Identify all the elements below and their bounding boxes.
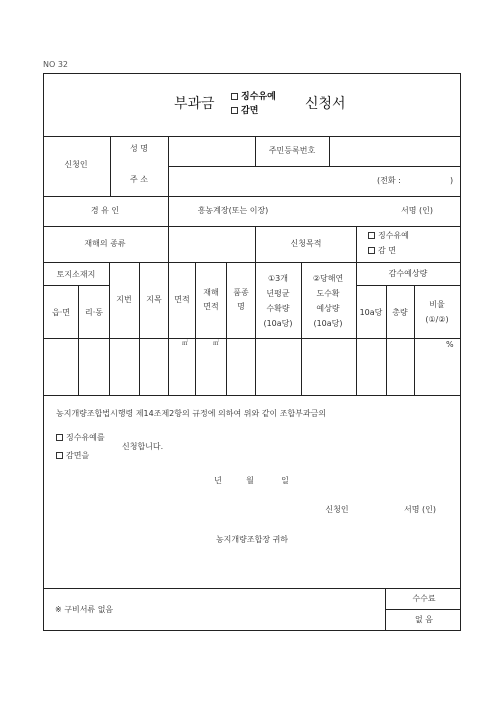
rule	[43, 136, 461, 137]
variety-header-2: 명	[237, 302, 245, 311]
checkbox-icon	[231, 107, 238, 114]
checkbox-icon	[56, 434, 63, 441]
purpose-label: 신청목적	[290, 239, 322, 248]
rule	[386, 285, 387, 395]
rule	[43, 338, 461, 339]
avg-yield-header-1: ①3개	[268, 274, 288, 283]
statement-text: 농지개량조합법시행령 제14조제2항의 규정에 의하여 위와 같이 조합부과금의	[56, 409, 327, 418]
title-option-reduction	[231, 107, 258, 116]
rule	[356, 262, 357, 395]
checkbox-icon	[56, 452, 63, 459]
avg-yield-header-3: 수확량	[266, 304, 290, 313]
rule	[139, 262, 140, 395]
expected-yield-header-2: 도수확	[316, 289, 340, 298]
eup-header: 읍·면	[52, 308, 70, 317]
purpose-option-deferral	[368, 232, 409, 240]
rule	[43, 226, 461, 227]
reduction-header: 감수예상량	[388, 269, 428, 278]
checkbox-icon	[231, 93, 238, 100]
checkbox-icon	[368, 232, 375, 239]
address-label: 주 소	[130, 175, 148, 184]
rule	[255, 262, 256, 395]
expected-yield-header-4: (10a당)	[313, 319, 343, 328]
form-number: NO 32	[43, 60, 69, 69]
rule	[43, 588, 461, 589]
request-text: 신청합니다.	[122, 442, 164, 451]
expected-yield-header-3: 예상량	[316, 304, 340, 313]
name-label: 성 명	[130, 144, 148, 153]
phone-label: (전화 :	[377, 176, 401, 185]
date-month: 월	[246, 476, 254, 485]
rule	[43, 285, 109, 286]
rule	[414, 285, 415, 395]
owner-value: 흥농계장(또는 이장)	[197, 206, 269, 215]
statement-option-reduction	[56, 452, 89, 460]
expected-yield-header-1: ②당해연	[312, 274, 344, 283]
per-10a-header: 10a당	[359, 308, 383, 317]
addressee: 농지개량조합장 귀하	[215, 535, 289, 544]
jibun-header: 지번	[116, 295, 132, 304]
rule	[43, 196, 461, 197]
rule	[255, 136, 256, 166]
date-day: 일	[281, 476, 289, 485]
ri-header: 리·동	[85, 308, 103, 317]
rule	[329, 136, 330, 166]
avg-yield-header-4: (10a당)	[263, 319, 293, 328]
rule	[168, 196, 169, 226]
ratio-unit: %	[446, 340, 454, 349]
disaster-type-label: 재해의 종류	[84, 239, 126, 248]
statement-option-deferral	[56, 434, 105, 442]
rule	[168, 166, 461, 167]
rule	[78, 285, 79, 395]
rule	[385, 588, 386, 631]
resident-id-label: 주민등록번호	[268, 146, 316, 155]
form-title-main: 부과금	[174, 96, 215, 112]
rule	[168, 136, 169, 196]
variety-header-1: 품종	[233, 288, 249, 297]
checkbox-icon	[368, 247, 375, 254]
purpose-option-reduction	[368, 247, 396, 255]
rule	[195, 262, 196, 395]
rule	[226, 262, 227, 395]
rule	[43, 395, 461, 396]
rule	[255, 226, 256, 262]
application-form	[43, 73, 461, 631]
fee-label: 수수료	[412, 594, 436, 603]
damage-area-header-2: 면적	[203, 302, 219, 311]
attachments-note: ※ 구비서류 없음	[55, 605, 114, 614]
rule	[43, 262, 461, 263]
damage-area-unit: ㎡	[212, 340, 220, 347]
rule	[385, 609, 461, 610]
area-header: 면적	[174, 295, 190, 304]
rule	[301, 262, 302, 395]
rule	[356, 226, 357, 262]
jimok-header: 지목	[146, 295, 162, 304]
damage-area-header-1: 재해	[203, 288, 219, 297]
rule	[356, 285, 461, 286]
statement-option-deferral-label: 징수유예를	[66, 433, 105, 442]
avg-yield-header-2: 년평균	[266, 289, 290, 298]
area-unit: ㎡	[181, 340, 189, 347]
signer-signature: 서명 (인)	[404, 505, 436, 514]
owner-label: 경 유 인	[90, 206, 120, 215]
title-option-deferral	[231, 93, 276, 102]
applicant-section-label: 신청인	[64, 160, 88, 169]
date-year: 년	[214, 476, 222, 485]
title-option-deferral-label: 징수유예	[241, 92, 276, 102]
statement-option-reduction-label: 감면을	[66, 451, 90, 460]
title-option-reduction-label: 감면	[241, 106, 259, 116]
purpose-option-deferral-label: 징수유예	[378, 231, 409, 240]
ratio-header-1: 비율	[429, 300, 445, 309]
rule	[168, 226, 169, 262]
ratio-header-2: (①/②)	[425, 315, 449, 324]
total-header: 총량	[392, 308, 408, 317]
fee-value: 없 음	[415, 615, 433, 624]
rule	[110, 136, 111, 196]
phone-close: )	[450, 176, 454, 185]
form-title-suffix: 신청서	[305, 96, 346, 112]
signer-label: 신청인	[325, 505, 349, 514]
owner-signature: 서명 (인)	[401, 206, 433, 215]
rule	[109, 262, 110, 395]
rule	[168, 262, 169, 395]
land-location-header: 토지소재지	[56, 270, 96, 279]
purpose-option-reduction-label: 감 면	[378, 246, 396, 255]
